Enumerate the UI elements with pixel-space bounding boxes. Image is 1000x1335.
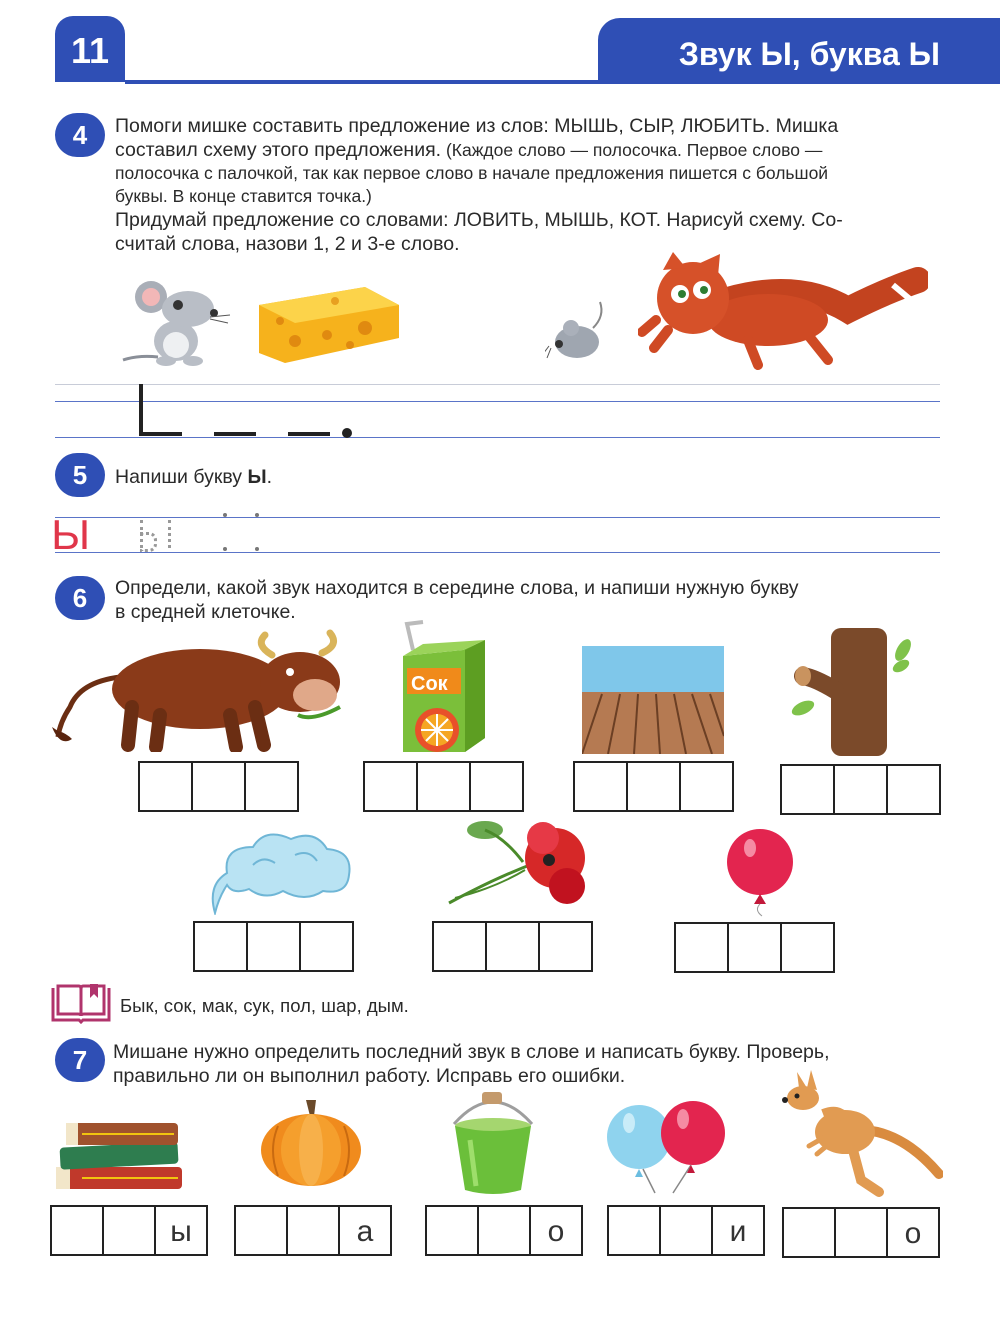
letter-box[interactable]: [363, 761, 418, 812]
bull-image: [50, 627, 360, 752]
juice-letter-boxes: [363, 761, 524, 812]
task-6-badge: 6: [55, 576, 105, 620]
letter-box[interactable]: [573, 761, 628, 812]
letter-box[interactable]: [485, 921, 540, 972]
task-7-badge: 7: [55, 1038, 105, 1082]
sample-letter: Ы: [51, 511, 91, 558]
letter-box[interactable]: [626, 761, 681, 812]
balloons-letter-boxes: [607, 1205, 765, 1256]
task-4-text: [115, 114, 945, 256]
letter-box[interactable]: [780, 922, 835, 973]
juice-label: Сок: [411, 673, 448, 695]
task-6-text: Определи, какой звук находится в середине слова, и напиши нужную букву в средней клеточке.: [115, 577, 799, 623]
letter-box[interactable]: [138, 761, 193, 812]
pumpkin-image: [258, 1098, 364, 1190]
task-5-letter: Ы: [247, 466, 267, 488]
letter-box[interactable]: [780, 764, 835, 815]
task-4-line-1: Помоги мишке составить предложение из слов: МЫШЬ, СЫР, ЛЮБИТЬ. Мишка: [115, 115, 839, 137]
letter-box[interactable]: [102, 1205, 156, 1256]
letter-box-answer[interactable]: а: [338, 1205, 392, 1256]
letter-box[interactable]: [193, 921, 248, 972]
floor-letter-boxes: [573, 761, 734, 812]
page-number: 11: [55, 16, 125, 82]
task-5-ruling-1: [55, 517, 940, 518]
task-7-text: Мишане нужно определить последний звук в слове и написать букву. Проверь, правильно ли он выполнил работу. Исправь его ошибки.: [113, 1041, 830, 1087]
books-letter-boxes: [50, 1205, 208, 1256]
letter-box[interactable]: [607, 1205, 661, 1256]
task-4-line-3: полосочка с палочкой, так как первое слово в начале предложения пишется с большой: [115, 163, 829, 183]
task-4-line-5: Придумай предложение со словами: ЛОВИТЬ, МЫШЬ, КОТ. Нарисуй схему. Со-: [115, 209, 843, 231]
task-5-text: Напиши букву Ы.: [115, 466, 272, 488]
tree-branch-image: [785, 628, 917, 758]
kangaroo-image: [763, 1068, 943, 1198]
juice-box-image: [393, 620, 493, 755]
task-4-line-6: считай слова, назови 1, 2 и 3-е слово.: [115, 233, 460, 255]
cloud-letter-boxes: [193, 921, 354, 972]
letter-box[interactable]: [50, 1205, 104, 1256]
cat-image: [638, 250, 928, 375]
letter-box[interactable]: [834, 1207, 888, 1258]
letter-box-answer[interactable]: о: [529, 1205, 583, 1256]
letter-box[interactable]: [679, 761, 734, 812]
cloud-image: [205, 825, 355, 915]
letter-box[interactable]: [432, 921, 487, 972]
letter-box-answer[interactable]: о: [886, 1207, 940, 1258]
bull-letter-boxes: [138, 761, 299, 812]
page-title: Звук Ы, буква Ы: [598, 18, 1000, 84]
sentence-scheme: [130, 380, 370, 442]
small-mouse-image: [545, 298, 613, 370]
task-4-line-4: буквы. В конце ставится точка.): [115, 186, 372, 206]
mouse-sitting-image: [118, 275, 233, 370]
balloons-image: [603, 1095, 728, 1200]
pumpkin-letter-boxes: [234, 1205, 392, 1256]
letter-box[interactable]: [469, 761, 524, 812]
letter-box[interactable]: [244, 761, 299, 812]
dotted-letter-trace: [140, 520, 174, 548]
balloon-letter-boxes: [674, 922, 835, 973]
balloon-image: [724, 828, 796, 918]
letter-box-answer[interactable]: и: [711, 1205, 765, 1256]
letter-box[interactable]: [833, 764, 888, 815]
letter-box[interactable]: [425, 1205, 479, 1256]
task-5-badge: 5: [55, 453, 105, 497]
letter-box[interactable]: [727, 922, 782, 973]
letter-box[interactable]: [674, 922, 729, 973]
bucket-letter-boxes: [425, 1205, 583, 1256]
poppy-letter-boxes: [432, 921, 593, 972]
poppy-image: [445, 808, 590, 918]
wooden-floor-image: [582, 646, 724, 754]
bucket-image: [448, 1090, 538, 1198]
letter-box-answer[interactable]: ы: [154, 1205, 208, 1256]
branch-letter-boxes: [780, 764, 941, 815]
kangaroo-letter-boxes: [782, 1207, 940, 1258]
task-4-line-2: составил схему этого предложения. (Каждое слово — полосочка. Первое слово —: [115, 139, 823, 161]
open-book-icon: [50, 982, 112, 1024]
task-4-badge: 4: [55, 113, 105, 157]
letter-box[interactable]: [538, 921, 593, 972]
letter-box[interactable]: [886, 764, 941, 815]
letter-box[interactable]: [416, 761, 471, 812]
task-5-ruling-2: [55, 552, 940, 553]
letter-box[interactable]: [782, 1207, 836, 1258]
word-hint-text: Бык, сок, мак, сук, пол, шар, дым.: [120, 995, 409, 1016]
letter-box[interactable]: [299, 921, 354, 972]
cheese-image: [255, 283, 402, 365]
guide-dots: [223, 513, 263, 553]
letter-box[interactable]: [246, 921, 301, 972]
books-image: [52, 1115, 187, 1195]
letter-box[interactable]: [286, 1205, 340, 1256]
letter-box[interactable]: [659, 1205, 713, 1256]
letter-box[interactable]: [191, 761, 246, 812]
letter-box[interactable]: [477, 1205, 531, 1256]
letter-box[interactable]: [234, 1205, 288, 1256]
